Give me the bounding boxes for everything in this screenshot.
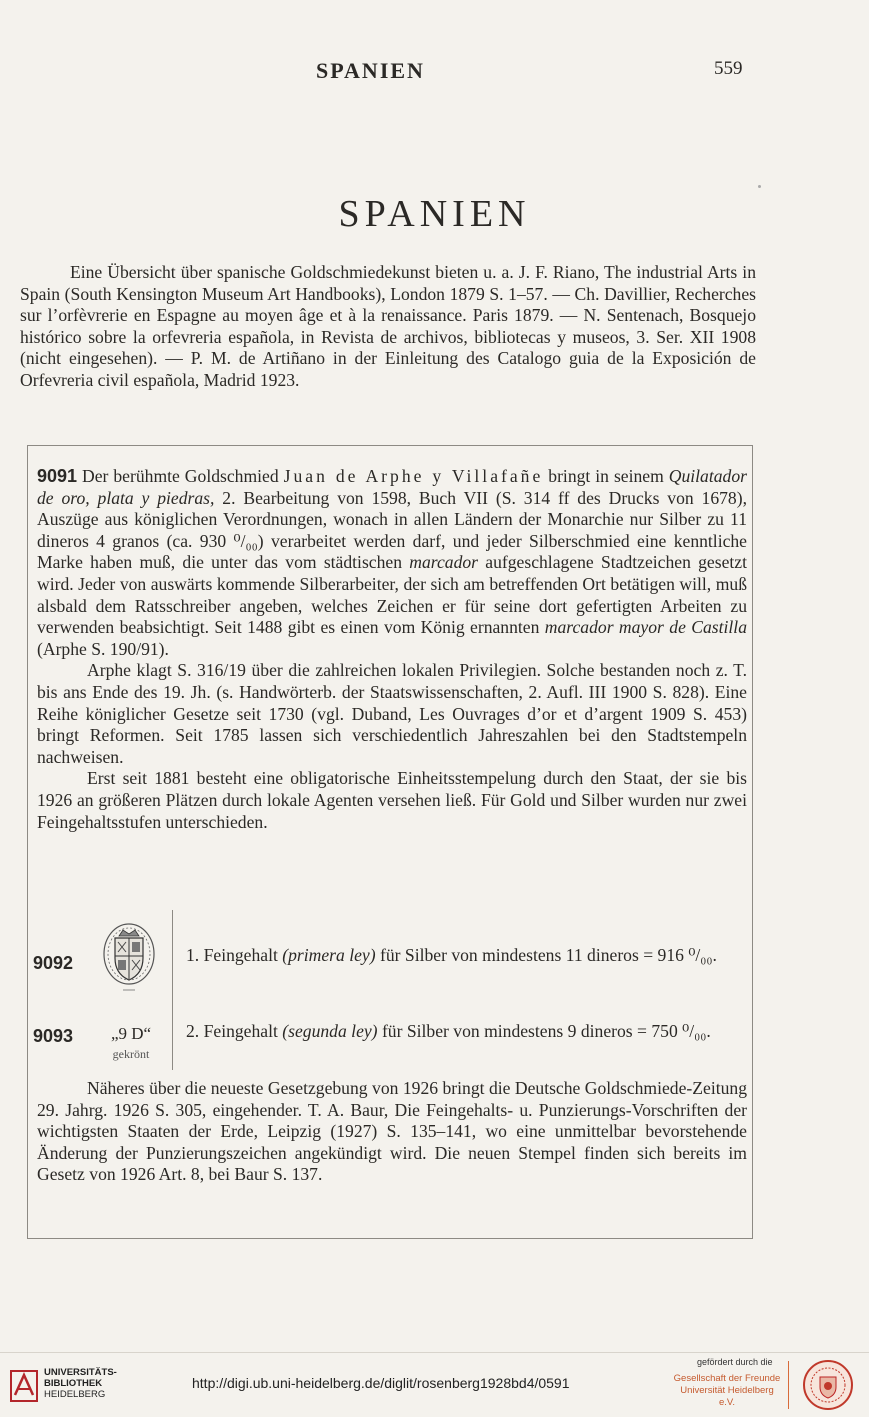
page-number: 559 xyxy=(714,58,743,79)
permalink-url[interactable]: http://digi.ub.uni-heidelberg.de/diglit/rosenberg1928bd4/0591 xyxy=(192,1375,570,1391)
item-text: für Silber von mindestens 9 dineros = 750 ⁰/₀₀. xyxy=(381,1021,711,1041)
running-head-title: SPANIEN xyxy=(316,58,425,83)
author-name: Juan de Arphe y Villafañe xyxy=(283,466,544,486)
term-marcador: marcador xyxy=(409,552,479,573)
page-title: SPANIEN xyxy=(338,193,531,235)
entry-paragraph-3: Erst seit 1881 besteht eine obligatorische Einheitsstempelung durch den Staat, der sie bis 1926 an größeren Plätzen durch lokale Agenten versehen ließ. Für Gold und Silber wurden nur zwei Feingehaltsstufen unterschieden. xyxy=(37,768,747,832)
sponsor-name[interactable]: Gesellschaft der Freunde Universität Heidelberg e.V. xyxy=(673,1373,781,1408)
hallmark-shield-icon xyxy=(101,920,157,996)
intro-paragraph xyxy=(20,262,756,392)
entry-text: 2. Bearbeitung von 1598, Buch VII (S. 314 ff des Drucks von 1678), Auszüge aus königlichen Verordnungen, wonach in allen Ländern der Monarchie nur Silber zu 11 dineros 4 granos (ca. 930 ⁰/₀₀) verarbeitet werden darf, und jeder Silberschmied eine kenntliche Marke haben muß, die unter das vom städtischen xyxy=(37,487,747,573)
entry-text: (Arphe S. 190/91). xyxy=(37,638,169,659)
library-name[interactable]: UNIVERSITÄTS- BIBLIOTHEK HEIDELBERG xyxy=(44,1367,117,1400)
book-title: Quilatador de oro, plata y piedras, xyxy=(37,466,747,508)
footer-divider xyxy=(788,1361,789,1409)
item-segunda-ley xyxy=(186,1020,746,1042)
entry-9091 xyxy=(37,466,747,833)
item-text: für Silber von mindestens 11 dineros = 916 ⁰/₀₀. xyxy=(380,945,717,965)
entry-text: bringt in seinem xyxy=(548,466,664,486)
scan-speck xyxy=(758,185,761,188)
university-library-logo-icon[interactable] xyxy=(10,1365,38,1405)
intro-text: Eine Übersicht über spanische Goldschmiedekunst bieten u. a. J. F. Riano, The industrial Arts in Spain (South Kensington Museum Art Handbooks), London 1879 S. 1–57. — Ch. Davillier, Recherches sur l’orfèvrerie en Espagne au moyen âge et à la renaissance. Paris 1879. — N. Sentenach, Bosquejo histórico sobre la orfevreria española, in Revista de archivos, bibliotecas y museos, 3. Ser. XII 1908 (nicht eingesehen). — P. M. de Artiñano in der Einleitung des Catalogo guia de la Exposición de Orfevreria civil española, Madrid 1923. xyxy=(20,262,756,390)
entry-paragraph-2: Arphe klagt S. 316/19 über die zahlreichen lokalen Privilegien. Solche bestanden noch z. T. bis ans Ende des 19. Jh. (s. Handwörterb. der Staatswissenschaften, 2. Aufl. III 1900 S. 828). Eine Reihe königlicher Gesetze seit 1730 (vgl. Duband, Les Ouvrages d’or et d’argent 1909 S. 453) bringt Reformen. Seit 1785 lassen sich verschiedentlich Jahreszahlen bei den Stadtstempeln nachweisen. xyxy=(37,660,747,767)
university-seal-icon[interactable] xyxy=(802,1359,854,1411)
closing-text: Näheres über die neueste Gesetzgebung von 1926 bringt die Deutsche Goldschmiede-Zeitung 29. Jahrg. 1926 S. 305, eingehender. T. A. Baur, Die Feingehalts- u. Punzierungs-Vorschriften der wichtigsten Staaten der Erde, Leipzig (1927) S. 135–141, wo eine unmittelbar bevorstehende Änderung der Punzierungszeichen angekündigt wird. Die neuen Stempel finden sich bereits im Gesetz von 1926 Art. 8, bei Baur S. 137. xyxy=(37,1078,747,1185)
hallmark-caption: gekrönt xyxy=(112,1047,150,1061)
item-term: (segunda ley) xyxy=(282,1021,378,1041)
item-primera-ley xyxy=(186,944,746,966)
item-text: 1. Feingehalt xyxy=(186,945,278,965)
item-text: 2. Feingehalt xyxy=(186,1021,278,1041)
closing-paragraph xyxy=(37,1078,747,1186)
entry-number-9092: 9092 xyxy=(33,953,74,973)
column-divider xyxy=(172,910,173,1070)
entry-number: 9091 xyxy=(37,466,78,486)
entry-text: Der berühmte Goldschmied xyxy=(82,466,279,486)
term-marcador-mayor: marcador mayor de Castilla xyxy=(544,617,747,638)
viewer-footer xyxy=(0,1352,869,1417)
item-term: (primera ley) xyxy=(282,945,376,965)
entry-number-9093: 9093 xyxy=(33,1026,74,1046)
hallmark-label: „9 D“ xyxy=(110,1024,152,1043)
entry-text: aufgeschlagene Stadtzeichen gesetzt wird. Jeder von auswärts kommende Silberarbeiter, der sich am betreffenden Ort betätigen will, muß alsbald dem Ratsschreiber angeben, welches Zeichen er für seine dort gefertigten Arbeiten zu verwenden beabsichtigt. Seit 1488 gibt es einen vom König ernannten xyxy=(37,552,747,638)
sponsor-label: gefördert durch die xyxy=(697,1357,773,1367)
